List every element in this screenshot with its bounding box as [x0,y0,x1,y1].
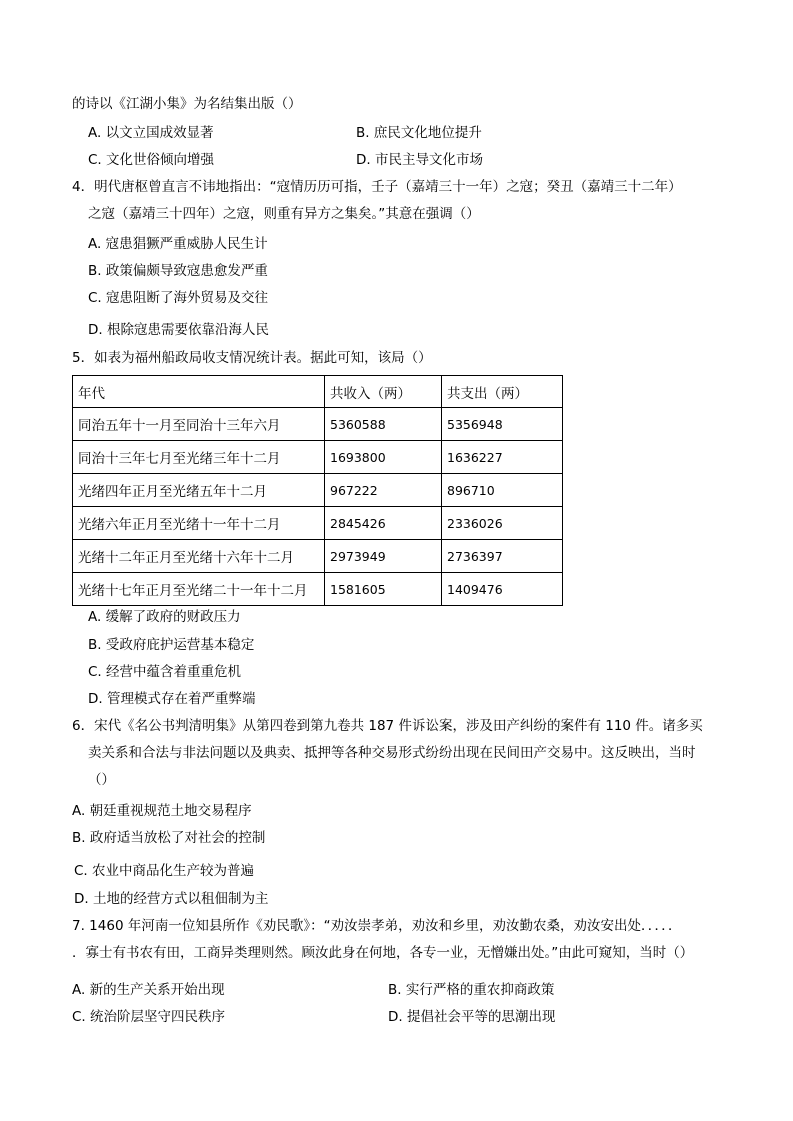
q5-option-c[interactable]: C. 经营中蕴含着重重危机 [88,664,242,680]
q5-option-b[interactable]: B. 受政府庇护运营基本稳定 [88,637,255,653]
table-cell-income: 5360588 [325,408,442,441]
table-cell-income: 2845426 [325,507,442,540]
table-cell-period: 光绪六年正月至光绪十一年十二月 [73,507,325,540]
table-cell-period: 同治五年十一月至同治十三年六月 [73,408,325,441]
q3-option-d[interactable]: D. 市民主导文化市场 [356,152,483,168]
table-header-cell: 年代 [73,376,325,408]
table-cell-period: 光绪四年正月至光绪五年十二月 [73,474,325,507]
q6-option-c[interactable]: C. 农业中商品化生产较为普遍 [74,863,255,879]
table-row [73,540,563,573]
table-header-row [73,376,563,408]
q5-option-d[interactable]: D. 管理模式存在着严重弊端 [88,691,256,707]
table-cell-expense: 1636227 [442,441,563,474]
table-cell-expense: 2736397 [442,540,563,573]
q6-stem-line-1: 6．宋代《名公书判清明集》从第四卷到第九卷共 187 件诉讼案，涉及田产纠纷的案件有 110 件。诸多买 [72,718,703,734]
q4-stem-line-1: 4．明代唐枢曾直言不讳地指出：“寇情历历可指，壬子（嘉靖三十一年）之寇；癸丑（嘉靖三十二年） [72,179,682,195]
table-cell-expense: 5356948 [442,408,563,441]
q4-option-c[interactable]: C. 寇患阻断了海外贸易及交往 [88,290,269,306]
q6-stem-line-2: 卖关系和合法与非法问题以及典卖、抵押等各种交易形式纷纷出现在民间田产交易中。这反映出，当时 [88,745,696,761]
q7-option-d[interactable]: D. 提倡社会平等的思潮出现 [388,1009,556,1025]
finance-table [72,375,563,606]
table-cell-income: 1581605 [325,573,442,606]
table-cell-income: 1693800 [325,441,442,474]
table-cell-period: 光绪十二年正月至光绪十六年十二月 [73,540,325,573]
table-cell-income: 2973949 [325,540,442,573]
q6-option-d[interactable]: D. 土地的经营方式以租佃制为主 [74,891,269,907]
table-row [73,441,563,474]
q6-option-b[interactable]: B. 政府适当放松了对社会的控制 [72,830,266,846]
table-header-cell: 共支出（两） [442,376,563,408]
table-cell-expense: 1409476 [442,573,563,606]
q7-stem-line-1: 7. 1460 年河南一位知县所作《劝民歌》：“劝汝崇孝弟，劝汝和乡里，劝汝勤农桑，劝汝安出处．．．．． [72,918,682,934]
q3-option-a[interactable]: A. 以文立国成效显著 [88,125,214,141]
q4-option-b[interactable]: B. 政策偏颇导致寇患愈发严重 [88,263,268,279]
q4-stem-line-2: 之寇（嘉靖三十四年）之寇，则重有异方之集矣。”其意在强调（） [88,206,480,222]
table-cell-period: 同治十三年七月至光绪三年十二月 [73,441,325,474]
q6-option-a[interactable]: A. 朝廷重视规范土地交易程序 [72,803,252,819]
q7-option-b[interactable]: B. 实行严格的重农抑商政策 [388,982,555,998]
q4-option-a[interactable]: A. 寇患猖獗严重威胁人民生计 [88,236,268,252]
table-cell-expense: 896710 [442,474,563,507]
q7-stem-line-2: ．寡士有书农有田，工商异类理则然。顾汝此身在何地，各专一业，无憎嫌出处。”由此可窥知，当时（） [72,945,694,961]
q6-stem-line-3: （） [88,772,115,788]
table-row [73,573,563,606]
table-cell-income: 967222 [325,474,442,507]
q4-option-d[interactable]: D. 根除寇患需要依靠沿海人民 [88,322,269,338]
q7-option-a[interactable]: A. 新的生产关系开始出现 [72,982,225,998]
table-cell-period: 光绪十七年正月至光绪二十一年十二月 [73,573,325,606]
table-header-cell: 共收入（两） [325,376,442,408]
table-row [73,507,563,540]
q3-stem-tail: 的诗以《江湖小集》为名结集出版（） [72,96,302,112]
q5-option-a[interactable]: A. 缓解了政府的财政压力 [88,609,241,625]
table-row [73,408,563,441]
table-row [73,474,563,507]
q7-option-c[interactable]: C. 统治阶层坚守四民秩序 [72,1009,226,1025]
table-cell-expense: 2336026 [442,507,563,540]
q3-option-b[interactable]: B. 庶民文化地位提升 [356,125,482,141]
q5-stem: 5．如表为福州船政局收支情况统计表。据此可知，该局（） [72,350,432,366]
q3-option-c[interactable]: C. 文化世俗倾向增强 [88,152,215,168]
